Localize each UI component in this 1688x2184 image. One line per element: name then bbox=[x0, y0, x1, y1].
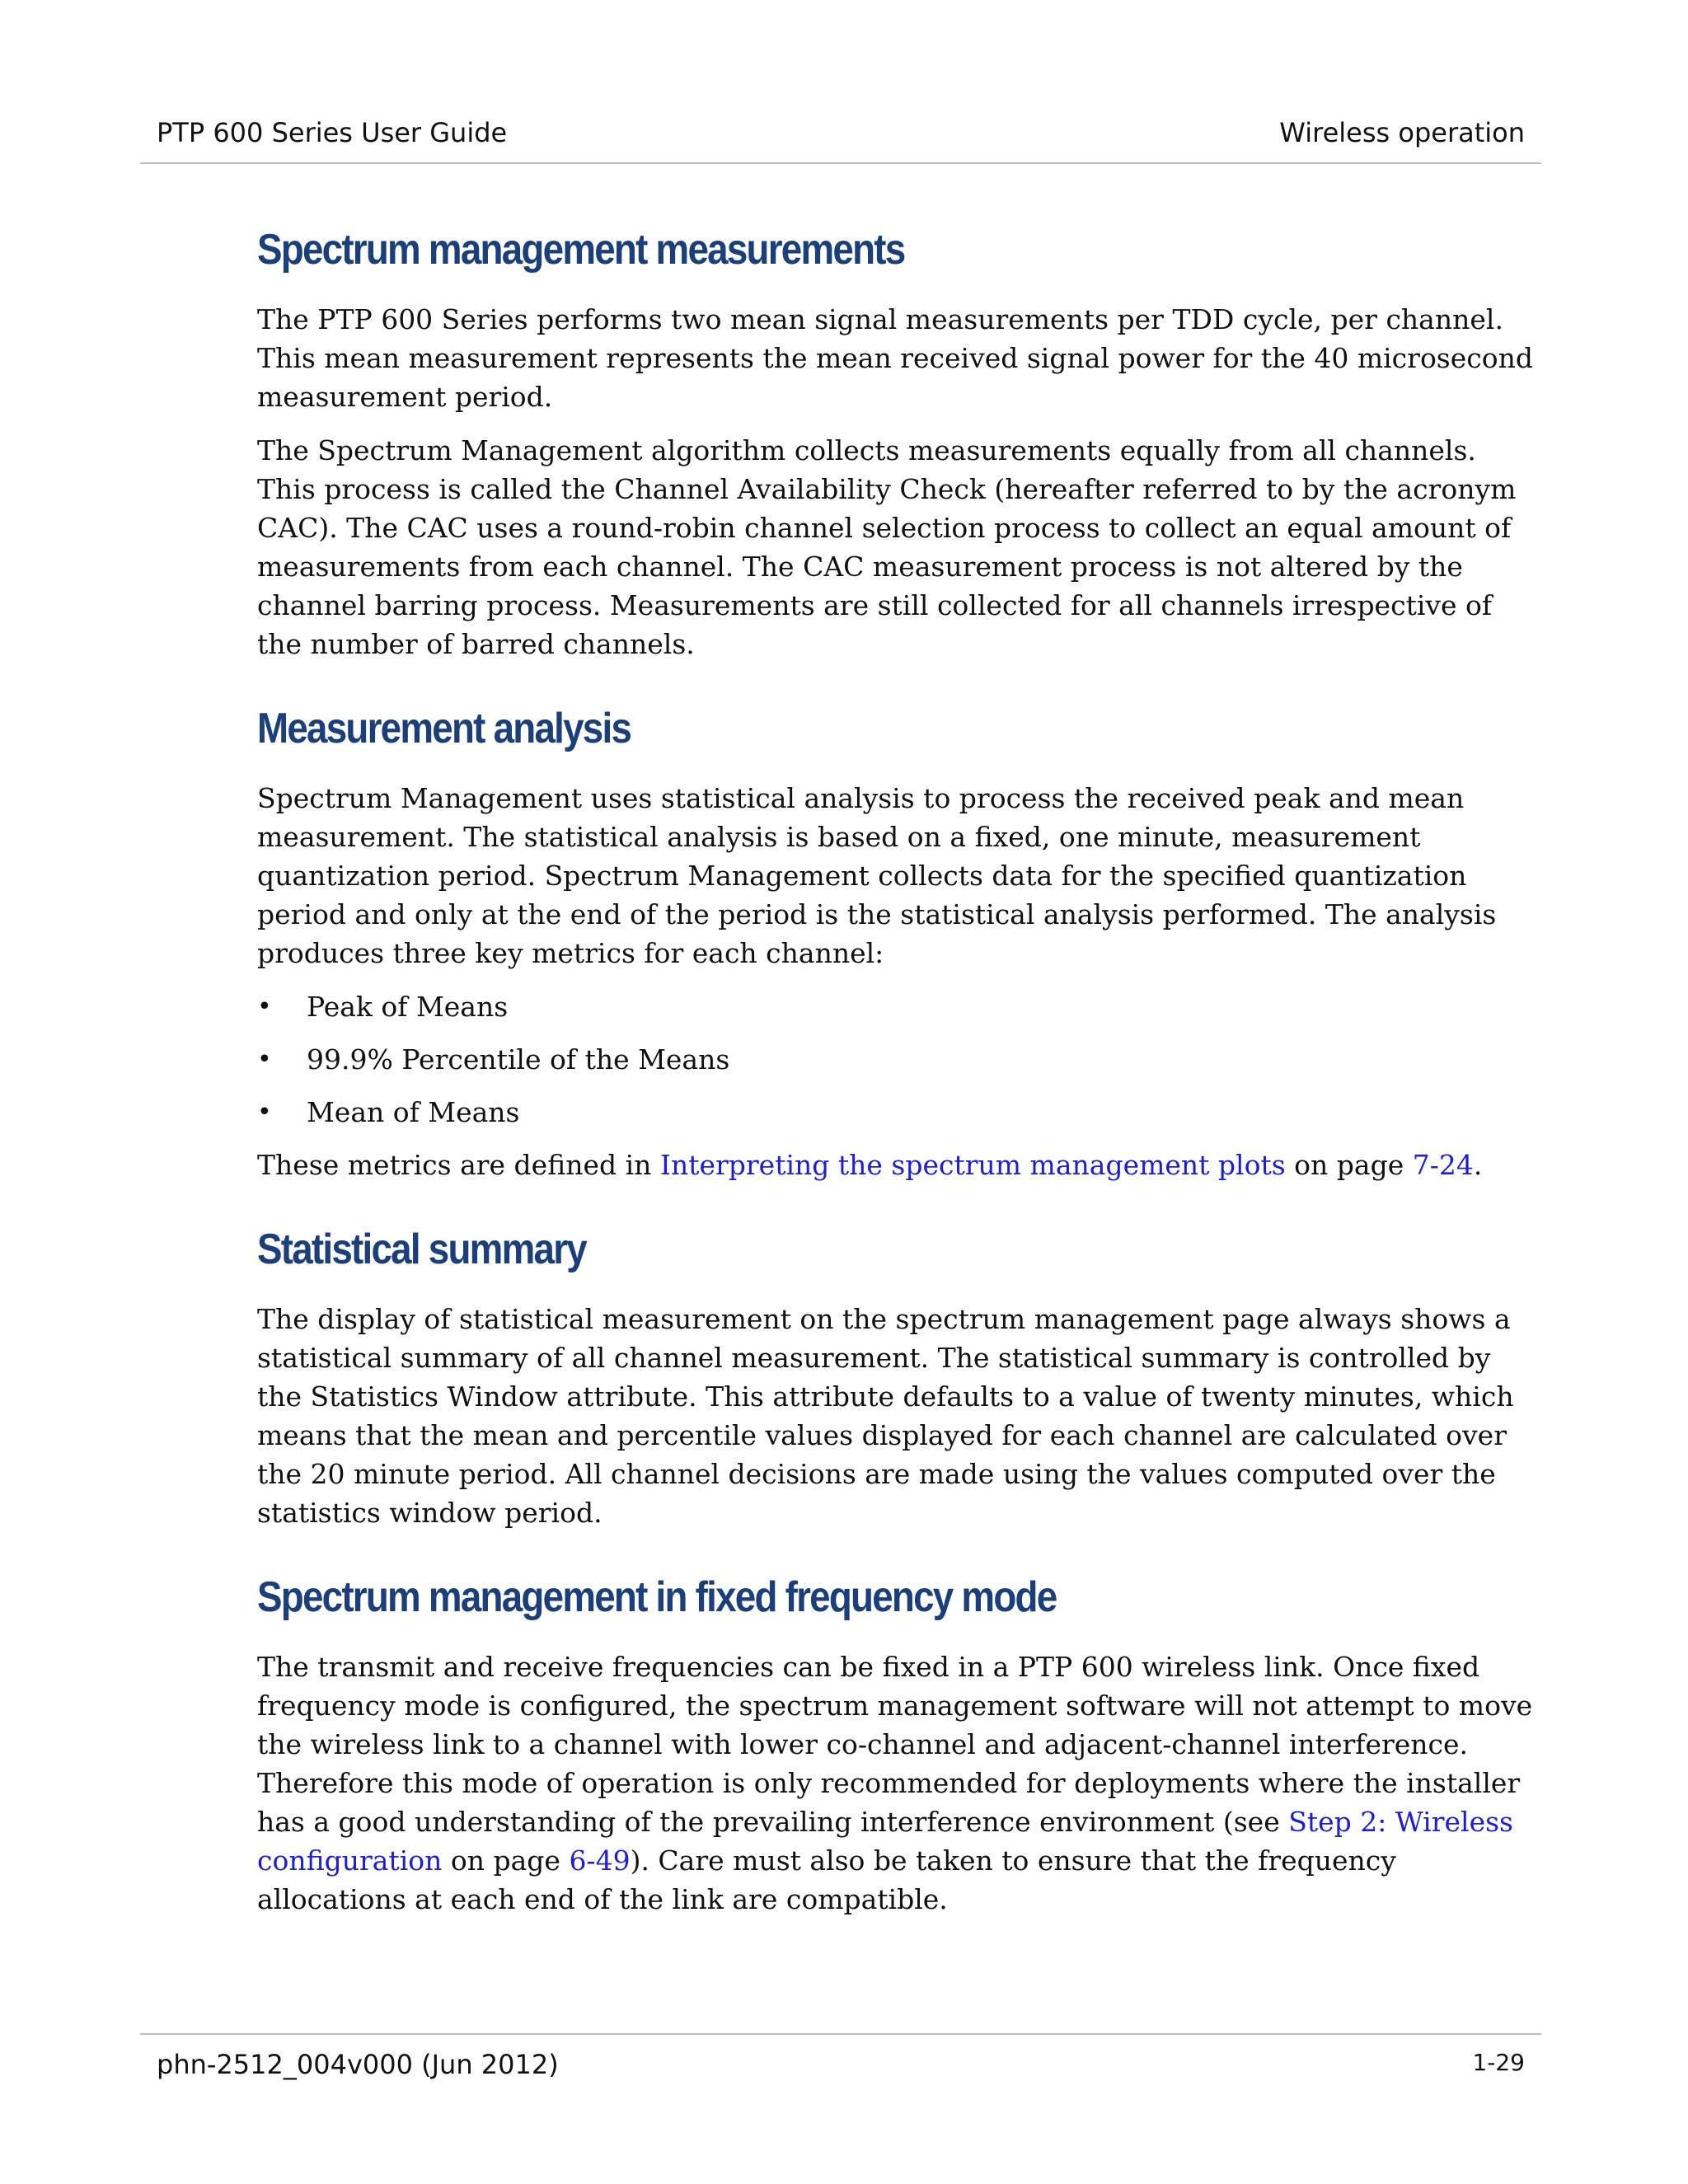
cross-reference-paragraph: These metrics are defined in Interpreting the spectrum management plots on page 7-24. bbox=[257, 1149, 1483, 1181]
list-item: • Mean of Means bbox=[257, 1093, 1543, 1132]
bullet-icon: • bbox=[257, 1045, 272, 1074]
bullet-icon: • bbox=[257, 1098, 272, 1127]
page-number: 1-29 bbox=[1472, 2049, 1525, 2076]
page-content bbox=[257, 223, 1543, 1957]
link-interpreting-spectrum-plots[interactable]: Interpreting the spectrum management plots bbox=[659, 1149, 1286, 1181]
footer-divider bbox=[140, 2033, 1541, 2035]
metrics-list bbox=[257, 987, 1543, 1132]
section-spectrum-management-measurements bbox=[257, 223, 1543, 663]
section-statistical-summary bbox=[257, 1222, 1543, 1532]
link-wireless-configuration[interactable]: Step 2: Wireless configuration bbox=[257, 1806, 1513, 1877]
section-measurement-analysis bbox=[257, 701, 1543, 1184]
document-title: PTP 600 Series User Guide bbox=[157, 117, 508, 148]
running-footer bbox=[157, 2049, 1525, 2082]
section-heading: Measurement analysis bbox=[257, 705, 631, 752]
paragraph: The Spectrum Management algorithm collects measurements equally from all channels. This process is called the Channel Availability Check (hereafter referred to by the acronym CAC). The CAC uses a round-robin channel selection process to collect an equal amount of measurements from each channel. The CAC measurement process is not altered by the channel barring process. Measurements are still collected for all channels irrespective of the number of barred channels. bbox=[257, 434, 1517, 660]
chapter-title: Wireless operation bbox=[1279, 117, 1525, 148]
section-fixed-frequency-mode bbox=[257, 1570, 1543, 1919]
document-id: phn-2512_004v000 (Jun 2012) bbox=[157, 2049, 559, 2080]
link-page-6-49[interactable]: 6-49 bbox=[569, 1844, 631, 1877]
paragraph: The display of statistical measurement on the spectrum management page always shows a statistical summary of all channel measurement. The statistical summary is controlled by the Statistics Window attribute. This attribute defaults to a value of twenty minutes, which means that the mean and percentile values displayed for each channel are calculated over the 20 minute period. All channel decisions are made using the values computed over the statistics window period. bbox=[257, 1303, 1514, 1529]
list-item: • 99.9% Percentile of the Means bbox=[257, 1040, 1543, 1079]
list-item: • Peak of Means bbox=[257, 987, 1543, 1026]
paragraph: The transmit and receive frequencies can be fixed in a PTP 600 wireless link. Once fixed frequency mode is configured, the spectrum management software will not attempt to move the wireless link to a channel with lower co-channel and adjacent-channel interference. Therefore this mode of operation is only recommended for deployments where the installer has a good understanding of the prevailing interference environment (see Step 2: Wireless configuration on page 6-49). Care must also be taken to ensure that the frequency allocations at each end of the link are compatible. bbox=[257, 1651, 1533, 1915]
header-divider bbox=[140, 162, 1541, 164]
link-page-7-24[interactable]: 7-24 bbox=[1412, 1149, 1474, 1181]
paragraph: Spectrum Management uses statistical analysis to process the received peak and mean measurement. The statistical analysis is based on a fixed, one minute, measurement quantization period. Spectrum Management collects data for the specified quantization period and only at the end of the period is the statistical analysis performed. The analysis produces three key metrics for each channel: bbox=[257, 782, 1497, 969]
section-heading: Spectrum management measurements bbox=[257, 226, 905, 274]
section-heading: Statistical summary bbox=[257, 1226, 586, 1273]
bullet-icon: • bbox=[257, 992, 272, 1021]
paragraph: The PTP 600 Series performs two mean signal measurements per TDD cycle, per channel. This mean measurement represents the mean received signal power for the 40 microsecond measurement period. bbox=[257, 303, 1534, 413]
section-heading: Spectrum management in fixed frequency mode bbox=[257, 1573, 1057, 1621]
running-header bbox=[157, 117, 1525, 150]
